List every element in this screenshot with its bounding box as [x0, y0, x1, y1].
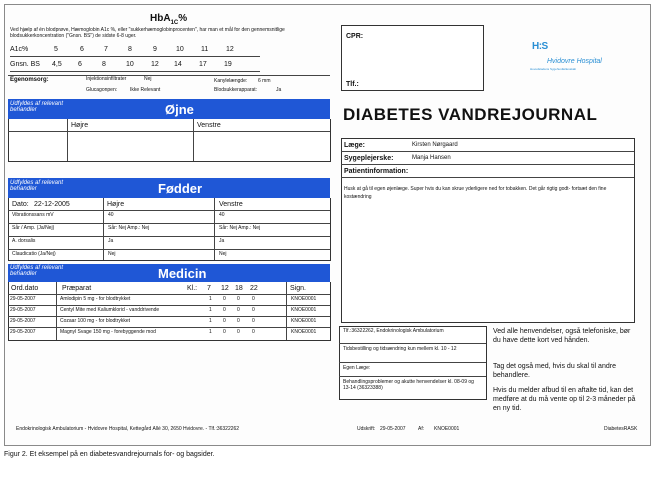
instruction-3: Hvis du melder afbud til en aftalte tid, kan det medføre at du må vente op til 2-3 måneder på en ny tid.: [493, 387, 636, 412]
laege-value: Kirsten Nørgaard: [412, 142, 458, 148]
sygeplejerske-label: Sygeplejerske:: [344, 155, 394, 162]
a1c-row-label: A1c%: [10, 46, 29, 53]
medicin-row-sign: KNOE0001: [291, 296, 317, 302]
medicin-row-dose: 0: [252, 307, 255, 313]
medicin-row-date: 29-05-2007: [10, 329, 36, 335]
fodder-row-right: Sår: Nej Amp.: Nej: [108, 225, 150, 231]
a1c-value: 12: [226, 46, 234, 53]
medicin-row-dose: 0: [223, 296, 226, 302]
a1c-value: 6: [80, 46, 84, 53]
medicin-row-dose: 0: [252, 318, 255, 324]
medicin-row-prep: Amlodipin 5 mg - for blodtrykket: [60, 296, 131, 302]
medicin-hour-header: 22: [250, 285, 258, 292]
fodder-header: Udfyldes af relevant behandler Fødder: [8, 178, 330, 198]
kanyle-value: 6 mm: [258, 78, 271, 84]
hba1c-title: HbA$_{1C}$%: [150, 13, 188, 26]
medicin-row-prep: Magnyl Svage 150 mg - forebyggende mod: [60, 329, 156, 335]
footer-system-name: DiabetesRASK: [604, 426, 638, 432]
gnsn-bs-value: 12: [151, 61, 159, 68]
udskrift-af-label: Af:: [418, 426, 425, 432]
fodder-row-label: Sår / Amp. (Ja/Nej): [12, 225, 55, 231]
a1c-value: 11: [201, 46, 209, 53]
fodder-row-left: Nej: [219, 251, 227, 257]
medicin-row-dose: 0: [223, 329, 226, 335]
fodder-row-right: Ja: [108, 238, 114, 244]
fodder-row-right: Nej: [108, 251, 116, 257]
injektion-value: Nej: [144, 76, 152, 82]
cpr-label: CPR:: [346, 33, 364, 40]
medicin-row-dose: 0: [252, 296, 255, 302]
medicin-row-date: 29-05-2007: [10, 318, 36, 324]
hba1c-intro: Ved hjælp af én blodprøve, Hæmoglobin A1c %, eller "sukkerhæmoglobinprocenten", har man et mål for den gennemsnitlige blodsukkerkoncentration ("Gnsn. BS") de sidste 6-8 uger.: [10, 27, 285, 40]
footer-address: Endokrinologisk Ambulatorium - Hvidovre Hospital, Kettegård Allé 30, 2650 Hvidovre. - Tlf.:36322262: [16, 426, 240, 432]
a1c-value: 10: [176, 46, 184, 53]
gnsn-bs-value: 19: [224, 61, 232, 68]
hospital-sub: Hovedstadens Sygehusfællesskab: [530, 67, 577, 71]
blodsukker-value: Ja: [276, 87, 282, 93]
medicin-row-dose: 1: [209, 318, 212, 324]
patientinformation-text: Husk at gå til egen øjenlæge. Super hvis du kan skrue yderligere ned for tobakken. Det går rigtig godt- fortsæt den fine kostændring: [344, 186, 607, 200]
fodder-row-left: Ja: [219, 238, 225, 244]
contact-egen-laege: Egen Læge:: [343, 365, 371, 371]
medicin-row-dose: 0: [223, 307, 226, 313]
medicin-row-dose: 1: [209, 296, 212, 302]
fodder-row-left: 40: [219, 212, 225, 218]
gnsn-bs-value: 4,5: [52, 61, 62, 68]
hospital-name: Hvidovre Hospital: [547, 58, 602, 65]
medicin-row-dose: 1: [209, 329, 212, 335]
kanyle-label: Kanylelængde:: [214, 78, 248, 84]
medicin-hour-header: 12: [221, 285, 229, 292]
fodder-left-label: Venstre: [219, 201, 243, 208]
medicin-date-header: Ord.dato: [11, 285, 39, 292]
medicin-row-date: 29-05-2007: [10, 296, 36, 302]
medicin-row-sign: KNOE0001: [291, 318, 317, 324]
egenomsorg-label: Egenomsorg:: [10, 77, 49, 83]
medicin-sign-header: Sign.: [290, 285, 306, 292]
medicin-kl-header: Kl.:: [187, 285, 198, 292]
glucagon-label: Glucagonpen:: [86, 87, 118, 93]
medicin-row-dose: 0: [237, 296, 240, 302]
fodder-dato-label: Dato:: [12, 201, 29, 208]
fodder-row-label: A. dorsalis: [12, 238, 36, 244]
a1c-value: 8: [128, 46, 132, 53]
hs-logo-mark: H:S: [532, 41, 548, 52]
ojne-right-label: Højre: [71, 122, 89, 129]
a1c-value: 5: [54, 46, 58, 53]
glucagon-value: Ikke Relevant: [130, 87, 161, 93]
fodder-row-left: Sår: Nej Amp.: Nej: [219, 225, 261, 231]
gnsn-bs-value: 8: [102, 61, 106, 68]
contact-akut: Behandlingsproblemer og akutte henvendelser kl. 08-09 og 13-14 (36323388): [343, 379, 474, 391]
fodder-right-label: Højre: [107, 201, 125, 208]
gnsn-bs-value: 14: [174, 61, 182, 68]
medicin-row-date: 29-05-2007: [10, 307, 36, 313]
medicin-row-prep: Cozaar 100 mg - for blodtrykket: [60, 318, 131, 324]
medicin-prep-header: Præparat: [62, 285, 92, 292]
medicin-hour-header: 7: [207, 285, 211, 292]
instruction-2: Tag det også med, hvis du skal til andre behandlere.: [493, 363, 616, 379]
patientinformation-label: Patientinformation:: [344, 168, 409, 175]
sygeplejerske-value: Manja Hansen: [412, 155, 451, 161]
fodder-row-label: Claudicatio (Ja/Nej): [12, 251, 56, 257]
figure-caption: Figur 2. Et eksempel på en diabetesvandrejournals for- og bagsider.: [4, 451, 215, 458]
medicin-hour-header: 18: [235, 285, 243, 292]
staff-box: [341, 138, 635, 323]
fodder-row-label: Vibrationssans mV: [12, 212, 54, 218]
medicin-row-sign: KNOE0001: [291, 307, 317, 313]
main-title: DIABETES VANDREJOURNAL: [343, 105, 598, 124]
medicin-header: Udfyldes af relevant behandler Medicin: [8, 264, 330, 282]
contact-booking: Tidsbestilling og tidsændring kun mellem kl. 10 - 12: [343, 346, 457, 352]
gnsn-bs-value: 6: [78, 61, 82, 68]
ojne-left-label: Venstre: [197, 122, 221, 129]
instruction-1: Ved alle henvendelser, også telefoniske, bør du have dette kort ved hånden.: [493, 328, 631, 344]
tlf-label: Tlf.:: [346, 81, 359, 88]
a1c-value: 9: [153, 46, 157, 53]
medicin-row-dose: 0: [223, 318, 226, 324]
a1c-value: 7: [104, 46, 108, 53]
injektion-label: Injektionsinfiltrater: [86, 76, 127, 82]
medicin-row-prep: Centyl Mite med Kaliumklorid - vanddrivende: [60, 307, 160, 313]
medicin-row-dose: 0: [237, 307, 240, 313]
medicin-row-sign: KNOE0001: [291, 329, 317, 335]
fodder-dato-value: 22-12-2005: [34, 201, 70, 208]
contact-phone: Tlf.:36322262, Endokrinologisk Ambulatorium: [343, 328, 444, 334]
udskrift-date: 29-05-2007: [380, 426, 406, 432]
ojne-header: Udfyldes af relevant behandler Øjne: [8, 99, 330, 119]
ojne-table: [8, 119, 331, 162]
gnsn-bs-value: 17: [199, 61, 207, 68]
medicin-row-dose: 0: [237, 318, 240, 324]
fodder-row-right: 40: [108, 212, 114, 218]
udskrift-label: Udskrift:: [357, 426, 376, 432]
blodsukker-label: Blodsukkerapparat:: [214, 87, 258, 93]
medicin-row-dose: 0: [252, 329, 255, 335]
laege-label: Læge:: [344, 142, 365, 149]
medicin-row-dose: 0: [237, 329, 240, 335]
udskrift-af-value: KNOE0001: [434, 426, 460, 432]
medicin-row-dose: 1: [209, 307, 212, 313]
gnsn-bs-row-label: Gnsn. BS: [10, 61, 40, 68]
gnsn-bs-value: 10: [126, 61, 134, 68]
